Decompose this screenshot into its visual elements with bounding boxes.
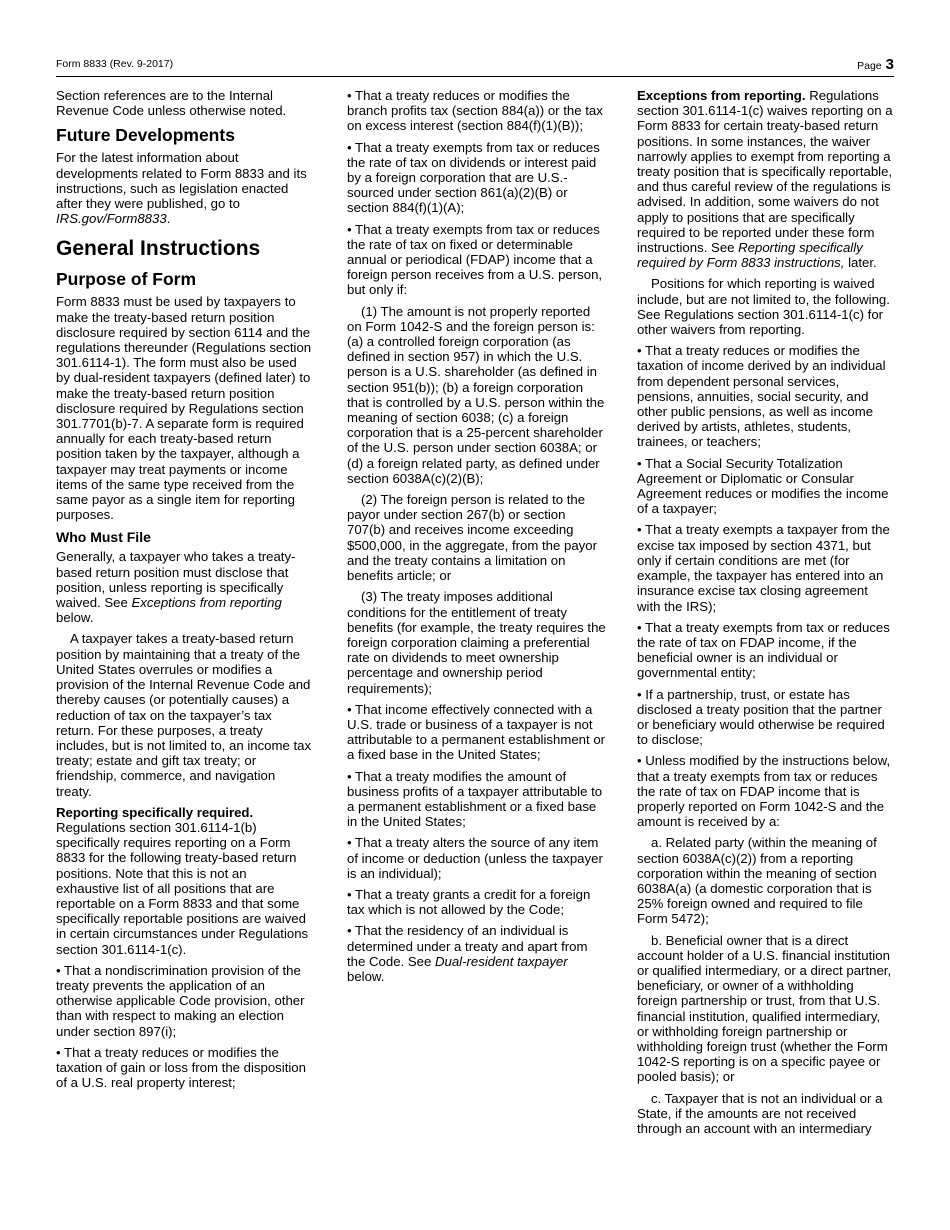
condition-3: (3) The treaty imposes additional conditions for the entitlement of treaty benefits (for example, the treaty requires the foreign corporation claiming a preferential rate on dividends to meet ownership percentage and ownership period requirements); bbox=[347, 589, 606, 696]
item-b-beneficial-owner: b. Beneficial owner that is a direct account holder of a U.S. financial institution or qualified intermediary, or a direct partner, beneficiary, or owner of a withholding foreign partnership or trust, from that U.S. financial institution, qualified intermediary, or withholding foreign partnership or withholding foreign trust (whether the Form 1042-S reporting is on a specific payee or pooled basis); or bbox=[637, 932, 892, 1085]
bullet-credit: • That a treaty grants a credit for a foreign tax which is not allowed by the Code; bbox=[347, 886, 591, 918]
future-text: For the latest information about developments related to Form 8833 and its instructions, such as legislation enacted after they were published, go to bbox=[56, 150, 307, 212]
column-1 bbox=[56, 88, 313, 1096]
purpose-paragraph: Form 8833 must be used by taxpayers to make the treaty-based return position disclosure required by section 6114 and the regulations thereunder (Regulations section 301.6114-1). The form must also be used by dual-resident taxpayers (defined later) to make the treaty-based return position disclosure required by Regulations section 301.7701(b)-7. A separate form is required annually for each treaty-based return position taken by the taxpayer, although a taxpayer may treat payments or income items of the same type received from the same payor as a single item for reporting purposes. bbox=[56, 294, 312, 523]
item-c-taxpayer: c. Taxpayer that is not an individual or a State, if the amounts are not received through an account with an intermediary bbox=[637, 1090, 883, 1136]
exceptions-reference: Exceptions from reporting bbox=[131, 595, 282, 611]
exceptions-text: Regulations section 301.6114-1(c) waives reporting on a Form 8833 for certain treaty-based return positions. In some instances, the waiver narrowly applies to exempt from reporting a treaty position that is specifically reportable, and thus careful review of the regulations is advised. In addition, some waivers do not apply to positions that are specifically required to be reported under these form instructions. See bbox=[637, 88, 893, 256]
who-must-file-heading: Who Must File bbox=[56, 529, 151, 546]
positions-waived-paragraph: Positions for which reporting is waived include, but are not limited to, the following. See Regulations section 301.6114-1(c) for other waivers from reporting. bbox=[637, 276, 890, 338]
who-text: Generally, a taxpayer who takes a treaty-based return position must disclose that position, unless reporting is specifically waived. See bbox=[56, 549, 296, 611]
future-developments-paragraph bbox=[56, 150, 313, 226]
item-a-related-party: a. Related party (within the meaning of section 6038A(c)(2)) from a reporting corporation within the meaning of section 6038A(a) (a domestic corporation that is 25% foreign owned and required to file Form 5472); bbox=[637, 835, 877, 927]
purpose-of-form-heading: Purpose of Form bbox=[56, 269, 197, 290]
column-3 bbox=[637, 88, 895, 1142]
future-text-end: . bbox=[166, 211, 171, 227]
header-divider bbox=[56, 76, 894, 77]
page-indicator bbox=[857, 56, 894, 73]
bullet-totalization: • That a Social Security Totalization Agreement or Diplomatic or Consular Agreement reduces or modifies the income of a taxpayer; bbox=[637, 455, 889, 517]
exceptions-paragraph bbox=[637, 88, 895, 270]
bullet-residency bbox=[347, 923, 606, 984]
reporting-required-paragraph bbox=[56, 805, 313, 957]
bullet-fdap: • That a treaty exempts from tax or reduces the rate of tax on fixed or determinable annual or periodical (FDAP) income that a foreign person receives from a U.S. person, but only if: bbox=[347, 221, 603, 298]
reporting-required-lead: Reporting specifically required. bbox=[56, 804, 254, 820]
bullet-unless-modified: • Unless modified by the instructions below, that a treaty exempts from tax or reduces the rate of tax on FDAP income that is properly reported on Form 1042-S and the amount is received by a: bbox=[637, 753, 891, 830]
future-developments-heading: Future Developments bbox=[56, 125, 235, 146]
residency-text: • That the residency of an individual is determined under a treaty and apart from the Code. See bbox=[347, 923, 588, 969]
general-instructions-heading: General Instructions bbox=[56, 237, 261, 261]
intro-paragraph: Section references are to the Internal Revenue Code unless otherwise noted. bbox=[56, 88, 287, 119]
bullet-dividends: • That a treaty exempts from tax or reduces the rate of tax on dividends or interest paid by a foreign corporation that are U.S.-sourced under section 861(a)(2)(B) or section 884(f)(1)(A); bbox=[347, 139, 600, 216]
residency-text-end: below. bbox=[347, 968, 385, 984]
condition-1: (1) The amount is not properly reported on Form 1042-S and the foreign person is: (a) a controlled foreign corporation (as defined in section 957) in which the U.S. person is a U.S. shareholder (as defined in section 951(b)); (b) a foreign corporation that is controlled by a U.S. person within the meaning of section 6038; (c) a foreign corporation that is a 25-percent shareholder of the U.S. person under section 6038A; or (d) a foreign related party, as defined under section 6038A(c)(2)(B); bbox=[347, 303, 605, 486]
bullet-branch-profits: • That a treaty reduces or modifies the branch profits tax (section 884(a)) or the tax on excess interest (section 884(f)(1)(B)); bbox=[347, 88, 603, 134]
irs-form-link[interactable]: IRS.gov/Form8833 bbox=[56, 211, 167, 227]
bullet-real-property: • That a treaty reduces or modifies the taxation of gain or loss from the disposition of a U.S. real property interest; bbox=[56, 1044, 306, 1091]
page-label: Page bbox=[857, 60, 882, 72]
column-2 bbox=[347, 88, 606, 990]
bullet-business-profits: • That a treaty modifies the amount of business profits of a taxpayer attributable to a permanent establishment or a fixed base in the United States; bbox=[347, 768, 603, 830]
page-number: 3 bbox=[885, 56, 894, 73]
bullet-nondiscrimination: • That a nondiscrimination provision of the treaty prevents the application of an otherwise applicable Code provision, other than with respect to making an election under section 897(i); bbox=[56, 962, 305, 1039]
form-identifier: Form 8833 (Rev. 9-2017) bbox=[56, 58, 174, 70]
bullet-excise-tax: • That a treaty exempts a taxpayer from the excise tax imposed by section 4371, but only if certain conditions are met (for example, the taxpayer has entered into an insurance excise tax closing agreement with the IRS); bbox=[637, 522, 890, 614]
exceptions-text-end: later. bbox=[844, 255, 877, 271]
bullet-dependent-services: • That a treaty reduces or modifies the taxation of income derived by an individual from dependent personal services, pensions, annuities, social security, and other public pensions, as well as income derived by artists, athletes, students, trainees, or teachers; bbox=[637, 343, 886, 450]
reporting-required-reference: Reporting specifically required by Form 8833 instructions, bbox=[637, 240, 863, 271]
dual-resident-reference: Dual-resident taxpayer bbox=[434, 953, 568, 969]
condition-2: (2) The foreign person is related to the payor under section 267(b) or section 707(b) and receives income exceeding $500,000, in the aggregate, from the payor and the treaty contains a limitation on benefits article; or bbox=[347, 492, 598, 584]
treaty-position-paragraph: A taxpayer takes a treaty-based return position by maintaining that a treaty of the United States overrules or modifies a provision of the Internal Revenue Code and thereby causes (or potentially causes) a reduction of tax on the taxpayer’s tax return. For these purposes, a treaty includes, but is not limited to, an income tax treaty; estate and gift tax treaty; or friendship, commerce, and navigation treaty. bbox=[56, 631, 312, 799]
page-header bbox=[56, 54, 894, 74]
reporting-required-text: Regulations section 301.6114-1(b) specifically requires reporting on a Form 8833 for the following treaty-based return positions. Note that this is not an exhaustive list of all positions that are reportable on a Form 8833 and that some specifically reportable positions are waived in certain circumstances under Regulations section 301.6114-1(c). bbox=[56, 819, 309, 957]
bullet-source: • That a treaty alters the source of any item of income or deduction (unless the taxpayer is an individual); bbox=[347, 835, 603, 881]
bullet-partnership: • If a partnership, trust, or estate has disclosed a treaty position that the partner or beneficiary would otherwise be required to disclose; bbox=[637, 686, 885, 748]
who-text-end: below. bbox=[56, 610, 94, 626]
who-must-file-paragraph bbox=[56, 549, 313, 625]
bullet-beneficial-owner: • That a treaty exempts from tax or reduces the rate of tax on FDAP income, if the beneficial owner is an individual or governmental entity; bbox=[637, 619, 890, 681]
bullet-effectively-connected: • That income effectively connected with a U.S. trade or business of a taxpayer is not attributable to a permanent establishment or a fixed base in the United States; bbox=[347, 701, 606, 763]
exceptions-lead: Exceptions from reporting. bbox=[637, 88, 806, 103]
